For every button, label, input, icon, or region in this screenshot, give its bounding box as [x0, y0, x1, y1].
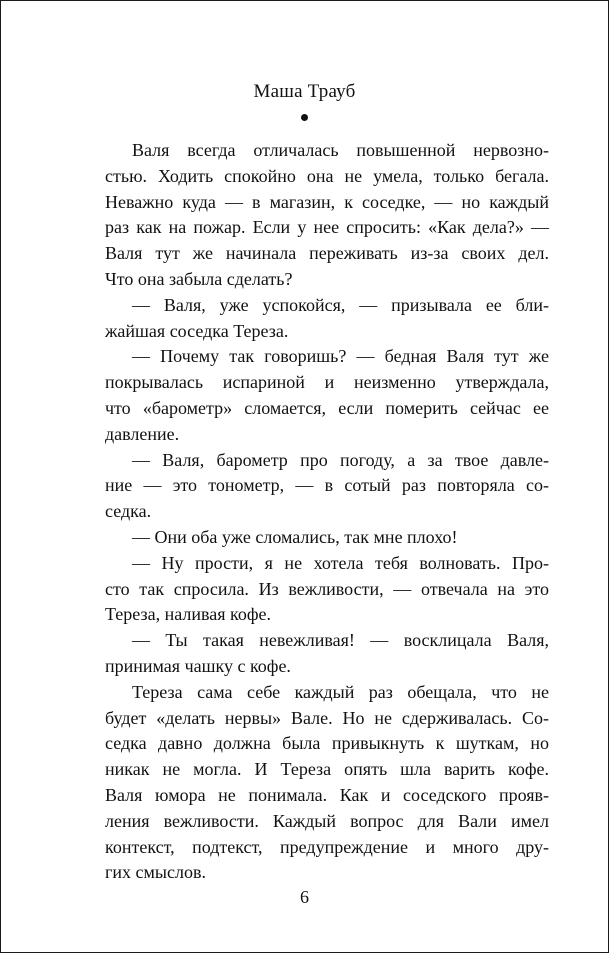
text-line: Валя всегда отличалась повышенной нервозно- [132, 140, 549, 160]
text-line: — Ты такая невежливая! — восклицала Валя, [132, 630, 549, 651]
text-line: сто так спросила. Из вежливости, — отвечала на это [105, 578, 549, 599]
text-line: что «барометр» сломается, если померить сейчас ее [105, 397, 549, 418]
text-line: седка. [105, 501, 152, 522]
paragraph [105, 293, 549, 345]
text-line: Неважно куда — в магазин, к соседке, — но каждый [105, 191, 549, 212]
text-line: ления вежливости. Каждый вопрос для Вали имел [105, 810, 549, 831]
text-line: никак не могла. И Тереза опять шла варить кофе. [105, 759, 549, 780]
paragraph [105, 525, 549, 551]
text-line: — Почему так говоришь? — бедная Валя тут же [132, 346, 549, 367]
text-line: покрывалась испариной и неизменно утверждала, [105, 372, 549, 393]
text-line: раз как на пожар. Если у нее спросить: «Как дела?» — [105, 217, 549, 238]
text-line: Что она забыла сделать? [105, 268, 293, 289]
paragraph [105, 448, 549, 525]
text-line: принимая чашку с кофе. [105, 655, 291, 676]
paragraph [105, 628, 549, 680]
paragraph [105, 551, 549, 628]
page-body-text [105, 138, 549, 886]
text-line: — Они оба уже сломались, так мне плохо! [132, 526, 458, 547]
paragraph [105, 344, 549, 447]
text-line: контекст, подтекст, предупреждение и много дру- [105, 836, 549, 857]
text-line: седка давно должна была привыкнуть к шуткам, но [105, 733, 549, 754]
text-line: стью. Ходить спокойно она не умела, только бегала. [105, 165, 549, 186]
text-line: Валя юмора не понимала. Как и соседского прояв- [105, 784, 549, 805]
text-line: — Валя, уже успокойся, — призывала ее бли- [132, 294, 549, 315]
paragraph [105, 680, 549, 886]
paragraph [105, 138, 549, 293]
text-line: Тереза сама себе каждый раз обещала, что не [132, 681, 549, 702]
text-line: давление. [105, 423, 180, 444]
page-number: 6 [300, 887, 309, 907]
running-header-author: Маша Трауб [253, 81, 356, 102]
text-line: Валя тут же начинала переживать из-за своих дел. [105, 243, 549, 264]
text-line: гих смыслов. [105, 862, 206, 883]
header-ornament-dot [301, 114, 308, 121]
text-line: жайшая соседка Тереза. [105, 320, 289, 341]
text-line: ние — это тонометр, — в сотый раз повторяла со- [105, 475, 549, 496]
text-line: — Валя, барометр про погоду, а за твое давле- [132, 449, 549, 470]
text-line: будет «делать нервы» Вале. Но не сдерживалась. Со- [105, 707, 549, 728]
text-line: — Ну прости, я не хотела тебя волновать. Про- [132, 552, 549, 573]
text-line: Тереза, наливая кофе. [105, 604, 272, 625]
